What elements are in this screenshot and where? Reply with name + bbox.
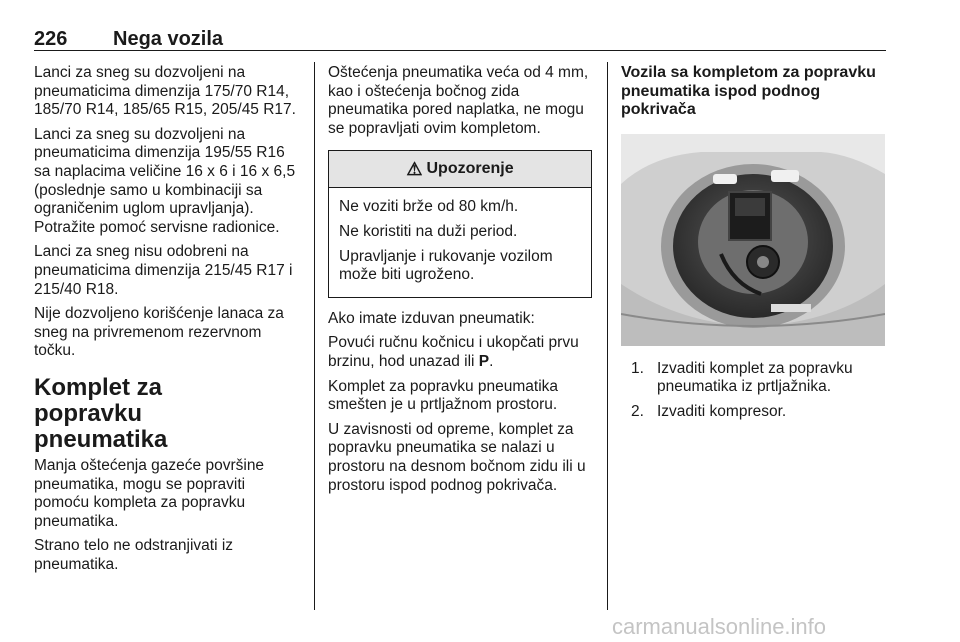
paragraph: Manja oštećenja gazeće površine pneumatika, mogu se popraviti pomoću kompleta za popravku pneumatika. xyxy=(34,456,265,530)
warning-line: Ne koristiti na duži period. xyxy=(339,222,518,240)
warning-title: Upozorenje xyxy=(426,160,514,178)
step-number: 2. xyxy=(631,402,644,420)
warning-line: Ne voziti brže od 80 km/h. xyxy=(339,198,519,216)
paragraph: Lanci za sneg su dozvoljeni na pneumaticima dimenzija 195/55 R16 sa naplacima veličine 16 x 6 i 16 x 6,5 (poslednje samo u kombinaciji sa ograničenim uglom upravljanja). Potražite pomoć servisne radionice. xyxy=(34,125,296,236)
column-divider-2 xyxy=(607,62,608,610)
paragraph: Lanci za sneg nisu odobreni na pneumaticima dimenzija 215/45 R17 i 215/40 R18. xyxy=(34,243,293,298)
warning-body xyxy=(329,188,591,296)
step-text: Izvaditi komplet za popravku pneumatika iz prtljažnika. xyxy=(657,359,853,396)
text-run: Povući ručnu kočnicu i ukopčati prvu brzinu, hod unazad ili xyxy=(328,334,579,370)
page-title: Nega vozila xyxy=(113,28,224,50)
watermark: carmanualsonline.info xyxy=(612,614,827,639)
paragraph xyxy=(328,334,594,371)
paragraph: U zavisnosti od opreme, komplet za popravku pneumatika se nalazi u prostoru na desnom bočnom zidu ili u prostoru ispod podnog pokrivača. xyxy=(328,420,586,494)
warning-triangle-icon: ⚠ xyxy=(406,159,423,180)
paragraph: Komplet za popravku pneumatika smešten je u prtljažnom prostoru. xyxy=(328,377,559,414)
step-text: Izvaditi kompresor. xyxy=(657,402,787,420)
paragraph: Nije dozvoljeno korišćenje lanaca za sneg na privremenom rezervnom točku. xyxy=(34,305,284,360)
paragraph: Oštećenja pneumatika veća od 4 mm, kao i oštećenja bočnog zida pneumatika pored naplatka, ne mogu se popravljati ovim kompletom. xyxy=(328,64,589,137)
header-rule xyxy=(34,50,886,51)
paragraph: Lanci za sneg su dozvoljeni na pneumaticima dimenzija 175/70 R14, 185/70 R14, 185/65 R15, 205/45 R17. xyxy=(34,64,296,119)
text-run: . xyxy=(489,352,494,370)
trunk-repair-kit-photo xyxy=(621,134,885,346)
column-divider-1 xyxy=(314,62,315,610)
paragraph: Ako imate izduvan pneumatik: xyxy=(328,309,535,327)
gear-p-label: P xyxy=(478,352,490,370)
subsection-heading: Vozila sa kompletom za popravku pneumatika ispod podnog pokrivača xyxy=(621,64,876,119)
page-number: 226 xyxy=(34,28,68,50)
steps-list xyxy=(621,360,889,422)
page-header xyxy=(34,28,886,52)
list-item xyxy=(621,360,889,397)
warning-box xyxy=(328,150,592,297)
list-item xyxy=(621,403,889,422)
column-3 xyxy=(621,64,889,428)
paragraph: Strano telo ne odstranjivati iz pneumatika. xyxy=(34,537,234,573)
warning-line: Upravljanje i rukovanje vozilom može biti ugroženo. xyxy=(339,247,553,284)
section-heading: Komplet za popravku pneumatika xyxy=(34,373,168,453)
column-1 xyxy=(34,64,302,580)
column-2 xyxy=(328,64,594,501)
warning-header xyxy=(329,151,591,188)
step-number: 1. xyxy=(631,359,644,377)
